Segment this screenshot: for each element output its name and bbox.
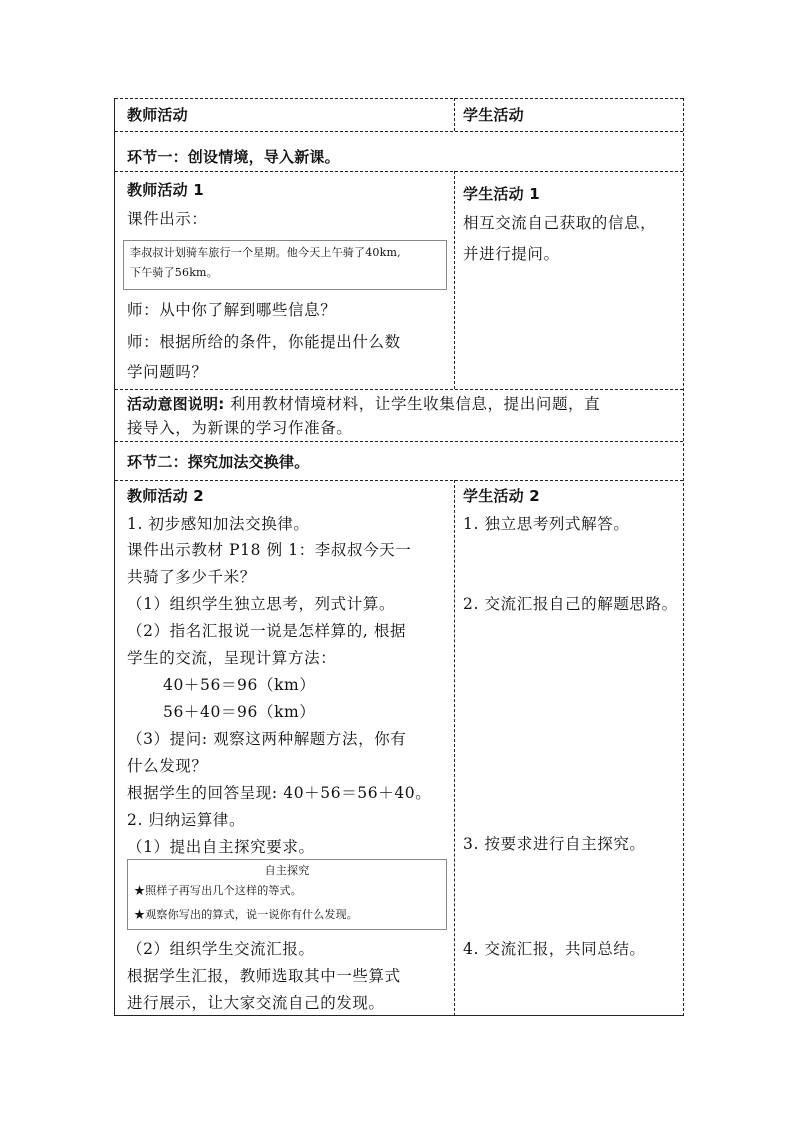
section2-student-line: 1. 独立思考列式解答。 — [463, 515, 630, 533]
section2-teacher-line: 根据学生的回答呈现: 40＋56＝56＋40。 — [127, 784, 432, 802]
section1-title: 环节一：创设情境，导入新课。 — [127, 148, 340, 166]
section1-teacher-line: 师：从中你了解到哪些信息？ — [127, 301, 337, 319]
section1-student-title: 学生活动 1 — [463, 185, 540, 203]
courseware-box-line: 李叔叔计划骑车旅行一个星期。他今天上午骑了40km, — [130, 246, 401, 259]
header-student: 学生活动 — [463, 106, 524, 124]
column-divider — [454, 171, 455, 389]
header-teacher: 教师活动 — [127, 106, 188, 124]
courseware-box-line: 下午骑了56km。 — [130, 266, 218, 279]
self-explore-box-title: 自主探究 — [264, 864, 310, 877]
section1-teacher-line: 师：根据所给的条件，你能提出什么数 — [127, 333, 401, 351]
section2-teacher-line: 1. 初步感知加法交换律。 — [127, 515, 310, 533]
section2-teacher-line: （2）指名汇报说一说是怎样算的, 根据 — [127, 622, 407, 640]
lesson-plan-table — [114, 98, 684, 1016]
row-divider — [115, 171, 683, 172]
section2-student-line: 4. 交流汇报，共同总结。 — [463, 940, 646, 958]
intent-label: 活动意图说明: — [127, 395, 225, 413]
section2-teacher-title: 教师活动 2 — [127, 487, 204, 505]
row-divider — [115, 480, 683, 481]
intent-text: 利用教材情境材料，让学生收集信息，提出问题，直 — [229, 395, 601, 413]
row-divider — [115, 98, 683, 99]
self-explore-box-line: ★观察你写出的算式，说一说你有什么发现。 — [134, 908, 358, 921]
section1-teacher-line: 学问题吗？ — [127, 363, 208, 381]
section2-teacher-line: （1）提出自主探究要求。 — [127, 838, 315, 856]
section1-teacher-line: 课件出示： — [127, 210, 208, 228]
section2-title: 环节二：探究加法交换律。 — [127, 453, 310, 471]
row-divider — [115, 131, 683, 132]
section2-teacher-line: 学生的交流，呈现计算方法： — [127, 649, 337, 667]
courseware-box — [123, 240, 447, 290]
section1-teacher-title: 教师活动 1 — [127, 181, 204, 199]
section2-teacher-line: 2. 归纳运算律。 — [127, 811, 246, 829]
section2-teacher-line: 进行展示，让大家交流自己的发现。 — [127, 994, 385, 1012]
row-divider — [115, 389, 683, 390]
column-divider — [454, 480, 455, 1016]
section1-student-line: 并进行提问。 — [463, 245, 560, 263]
section2-student-line: 3. 按要求进行自主探究。 — [463, 835, 646, 853]
section2-student-line: 2. 交流汇报自己的解题思路。 — [463, 595, 678, 613]
section2-teacher-line: （3）提问: 观察这两种解题方法，你有 — [127, 730, 407, 748]
section2-teacher-line: 课件出示教材 P18 例 1：李叔叔今天一 — [127, 541, 412, 559]
intent-line: 接导入，为新课的学习作准备。 — [127, 419, 353, 437]
row-divider — [115, 441, 683, 442]
equation-line: 56＋40＝96（km） — [163, 703, 316, 721]
section2-teacher-line: 共骑了多少千米？ — [127, 568, 256, 586]
section1-student-line: 相互交流自己获取的信息， — [463, 214, 657, 232]
section2-teacher-line: （2）组织学生交流汇报。 — [127, 940, 315, 958]
section2-student-title: 学生活动 2 — [463, 487, 540, 505]
section2-teacher-line: 根据学生汇报，教师选取其中一些算式 — [127, 967, 401, 985]
self-explore-box — [127, 859, 447, 930]
equation-line: 40＋56＝96（km） — [163, 676, 316, 694]
column-divider — [454, 98, 455, 131]
section2-teacher-line: （1）组织学生独立思考，列式计算。 — [127, 595, 396, 613]
self-explore-box-line: ★照样子再写出几个这样的等式。 — [134, 884, 302, 897]
intent-line — [127, 391, 600, 417]
section2-teacher-line: 什么发现？ — [127, 757, 208, 775]
